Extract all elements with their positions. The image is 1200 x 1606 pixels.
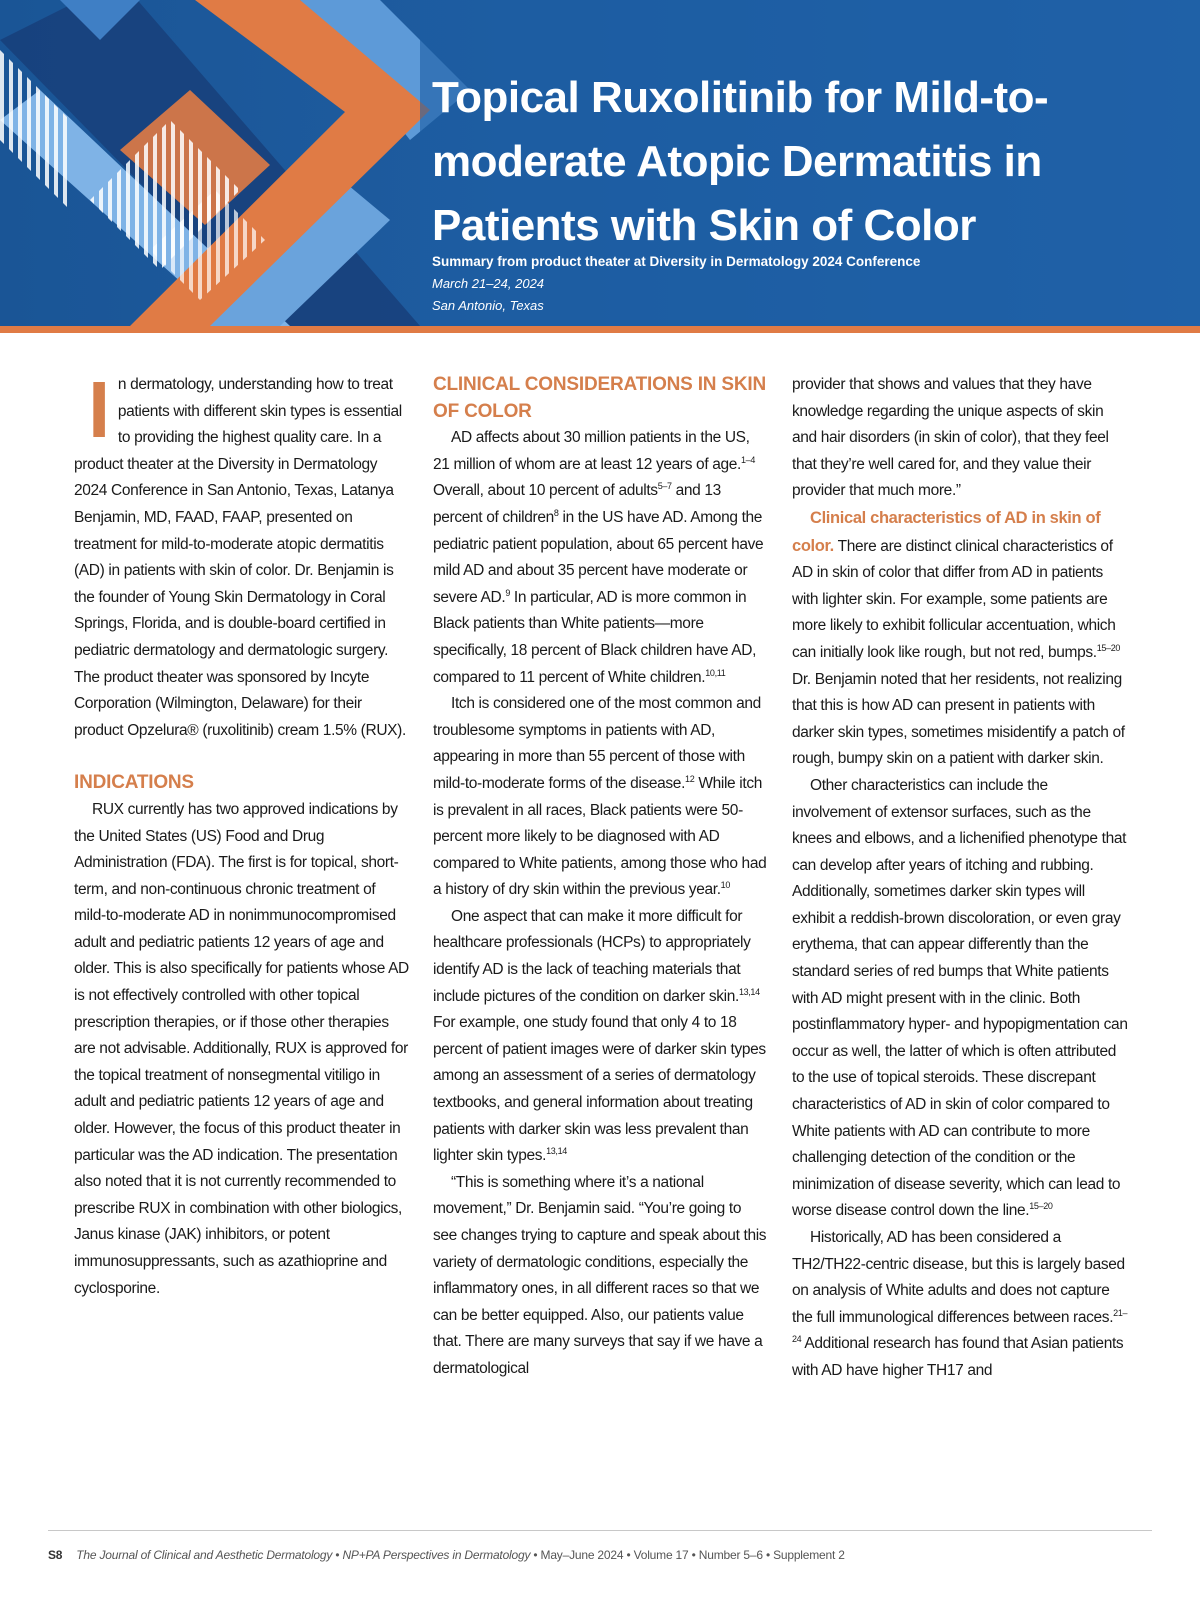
reference: 9 xyxy=(505,587,510,598)
column-1 xyxy=(74,365,410,1302)
drop-cap: I xyxy=(88,365,110,454)
reference: 21–24 xyxy=(792,1307,1128,1345)
reference: 10,11 xyxy=(705,667,726,678)
reference: 5–7 xyxy=(657,481,672,492)
reference: 13,14 xyxy=(738,986,760,997)
page-footer xyxy=(48,1548,845,1562)
text-run: AD affects about 30 million patients in the US, 21 million of whom are at least 12 years of age. xyxy=(433,429,750,473)
text-run: Dr. Benjamin noted that her residents, not realizing that this is how AD can present in patients with darker skin types, sometimes misidentify a patch of rough, bumpy skin on a patient with darker skin. xyxy=(792,670,1125,768)
text-run: For example, one study found that only 4 to 18 percent of patient images were of darker skin types among an assessment of a series of dermatology textbooks, and general information about treating patients with darker skin was less prevalent than lighter skin types. xyxy=(433,1014,766,1165)
section-heading-indications: INDICATIONS xyxy=(74,772,194,794)
text-run: Historically, AD has been considered a TH2/TH22-centric disease, but this is largely based on analysis of White adults and does not capture the full immunological differences between races. xyxy=(792,1229,1125,1326)
text-run: Itch is considered one of the most common and troublesome symptoms in patients with AD, appearing in more than 55 percent of those with mild-to-moderate forms of the disease. xyxy=(433,695,761,792)
text-run: There are distinct clinical characteristics of AD in skin of color that differ from AD in patients with lighter skin. For example, some patients are more likely to exhibit follicular accentuation, which can initially look like rough, but not red, bumps. xyxy=(792,537,1116,661)
text-run: One aspect that can make it more difficult for healthcare professionals (HCPs) to appropriately identify AD is the lack of teaching materials that include pictures of the condition on darker skin. xyxy=(433,907,751,1005)
other-characteristics-paragraph xyxy=(792,773,1128,1225)
intro-paragraph xyxy=(74,365,410,744)
text-run: Additional research has found that Asian patients with AD have higher TH17 and xyxy=(792,1335,1124,1379)
header-banner xyxy=(0,0,1200,326)
indications-paragraph: RUX currently has two approved indications by the United States (US) Food and Drug Administration (FDA). The first is for topical, short-term, and non-continuous chronic treatment of mild-to-moderate AD in nonimmunocompromised adult and pediatric patients 12 years of age and older. This is also specifically for patients whose AD is not effectively controlled with other topical prescription therapies, or if those other therapies are not advisable. Additionally, RUX is approved for the topical treatment of nonsegmental vitiligo in adult and pediatric patients 12 years of age and older. However, the focus of this product theater in particular was the AD indication. The presentation also noted that it is not currently recommended to prescribe RUX in combination with other biologics, Janus kinase (JAK) inhibitors, or potent immunosuppressants, such as azathioprine and cyclosporine. xyxy=(74,800,409,1297)
reference: 15–20 xyxy=(1029,1201,1053,1212)
reference: 8 xyxy=(553,507,559,518)
article-title: Topical Ruxolitinib for Mild-to-moderate Atopic Dermatitis in Patients with Skin of Color xyxy=(432,73,1049,250)
text-run: Overall, about 10 percent of adults xyxy=(433,482,658,500)
text-run: in the US have AD. Among the pediatric patient population, about 65 percent have mild AD and about 35 percent have moderate or severe AD. xyxy=(433,508,764,606)
characteristics-paragraph xyxy=(792,505,1128,773)
section-heading-clinical: CLINICAL CONSIDERATIONS IN SKIN OF COLOR xyxy=(433,374,766,422)
text-run: and 13 percent of children xyxy=(433,482,721,526)
runin-heading: Clinical characteristics of AD in skin of color. xyxy=(792,508,1101,555)
reference: 10 xyxy=(720,880,730,891)
intro-text: n dermatology, understanding how to treat patients with different skin types is essential to providing the highest quality care. In a product theater at the Diversity in Dermatology 2024 Conference in San Antonio, Texas, Latanya Benjamin, MD, FAAD, FAAP, presented on treatment for mild-to-moderate atopic dermatitis (AD) in patients with skin of color. Dr. Benjamin is the founder of Young Skin Dermatology in Coral Springs, Florida, and is double-board certified in pediatric dermatology and dermatologic surgery. The product theater was sponsored by Incyte Corporation (Wilmington, Delaware) for their product Opzelura® (ruxolitinib) cream 1.5% (RUX). xyxy=(74,376,406,739)
page-number: S8 xyxy=(48,1548,63,1562)
clinical-paragraph-1 xyxy=(433,425,769,691)
clinical-paragraph-4: “This is something where it’s a national movement,” Dr. Benjamin said. “You’re going to see changes trying to capture and speak about this variety of dermatologic conditions, especially the inflammatory ones, in all different races so that we can be better equipped. Also, our patients value that. There are many surveys that say if we have a dermatological xyxy=(433,1173,767,1377)
footer-rule xyxy=(48,1530,1152,1531)
historical-paragraph xyxy=(792,1225,1128,1385)
clinical-paragraph-2 xyxy=(433,691,769,904)
reference: 12 xyxy=(685,773,695,784)
conference-dates: March 21–24, 2024 xyxy=(432,276,545,291)
clinical-paragraph-3 xyxy=(433,904,769,1170)
column-2 xyxy=(433,372,769,1383)
reference: 15–20 xyxy=(1096,642,1121,653)
conference-location: San Antonio, Texas xyxy=(432,298,544,313)
text-run: Other characteristics can include the involvement of extensor surfaces, such as the knees and elbows, and a lichenified phenotype that can develop after years of itching and rubbing. Additionally, sometimes darker skin types will exhibit a reddish-brown discoloration, or even gray erythema, that can appear differently than the standard series of red bumps that White patients with AD might present with in the clinic. Both postinflammatory hyper- and hypopigmentation can occur as well, the latter of which is often attributed to the use of topical steroids. These discrepant characteristics of AD in skin of color compared to White patients with AD can contribute to more challenging detection of the condition or the minimization of disease severity, which can lead to worse disease control down the line. xyxy=(792,776,1128,1220)
journal-name: The Journal of Clinical and Aesthetic Dermatology • NP+PA Perspectives in Dermatology xyxy=(76,1548,531,1562)
reference: 1–4 xyxy=(741,454,755,465)
continued-paragraph: provider that shows and values that they have knowledge regarding the unique aspects of skin and hair disorders (in skin of color), that they feel that they’re well cared for, and they value their provider that much more.” xyxy=(792,376,1109,500)
text-run: While itch is prevalent in all races, Black patients were 50-percent more likely to be diagnosed with AD compared to White patients, among those who had a history of dry skin within the previous year. xyxy=(433,774,767,899)
issue-info: • May–June 2024 • Volume 17 • Number 5–6 • Supplement 2 xyxy=(530,1548,845,1562)
article-subtitle: Summary from product theater at Diversity in Dermatology 2024 Conference xyxy=(432,254,921,269)
banner-rule xyxy=(0,326,1200,333)
text-run: In particular, AD is more common in Black patients than White patients—more specifically, 18 percent of Black children have AD, compared to 11 percent of White children. xyxy=(433,588,757,686)
column-3 xyxy=(792,372,1128,1385)
reference: 13,14 xyxy=(546,1146,567,1157)
